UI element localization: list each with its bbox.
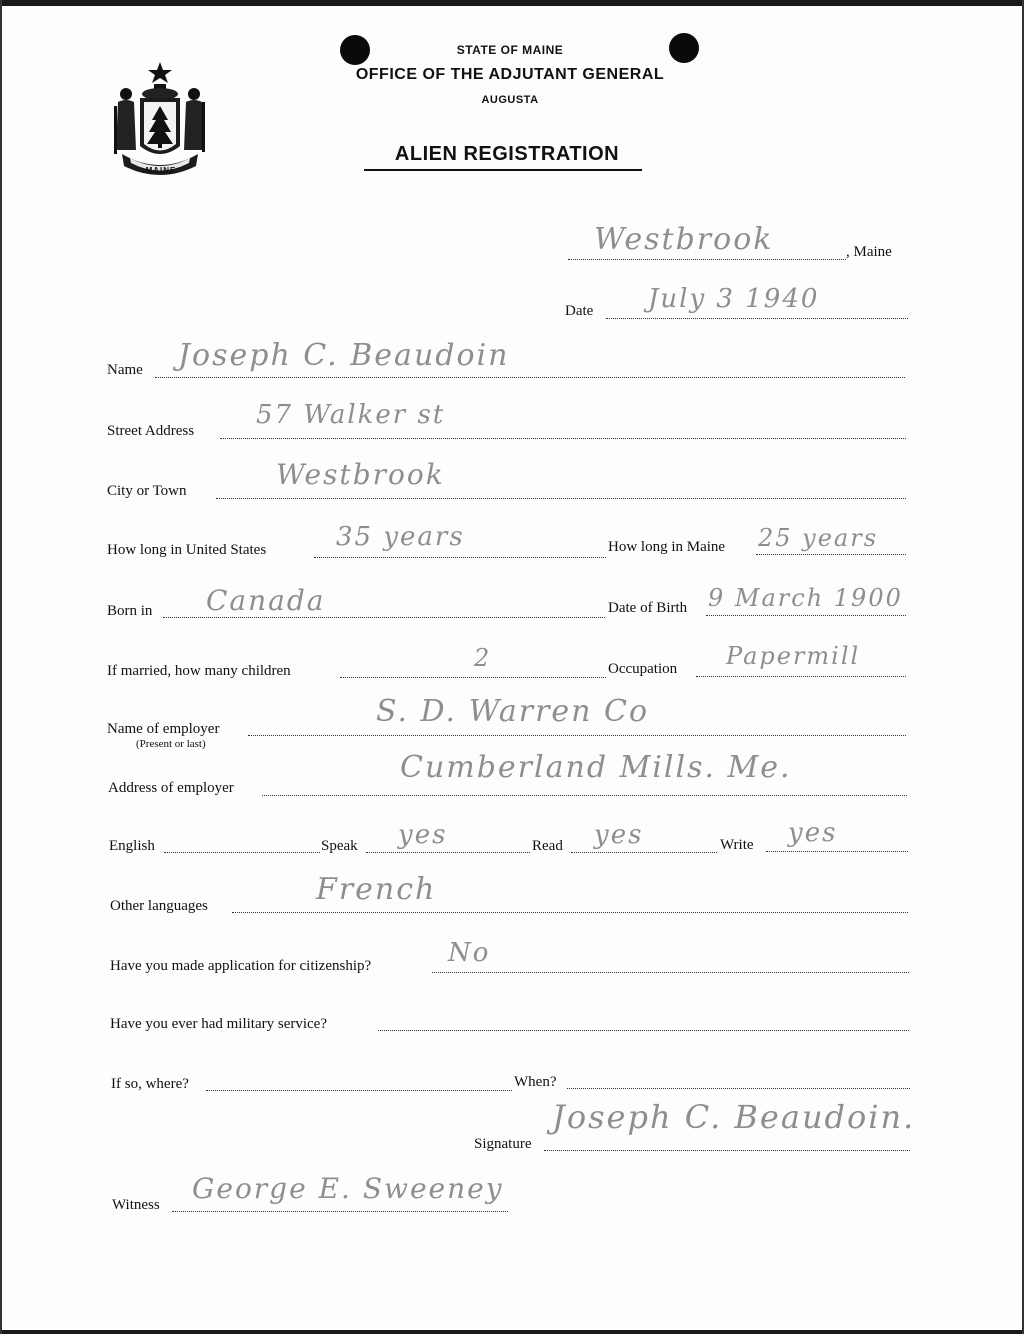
citizenship-dotted-line xyxy=(432,972,909,973)
born-label: Born in xyxy=(107,603,153,619)
form-title: ALIEN REGISTRATION xyxy=(394,143,620,165)
write-dotted-line xyxy=(766,851,908,852)
street-handwritten: 57 Walker st xyxy=(256,400,446,430)
city-handwritten: Westbrook xyxy=(276,458,445,491)
employer-address-dotted-line xyxy=(262,795,907,796)
employer-address-handwritten: Cumberland Mills. Me. xyxy=(400,750,792,785)
signature-handwritten: Joseph C. Beaudoin. xyxy=(552,1098,916,1136)
occupation-dotted-line xyxy=(696,676,906,677)
employer-address-label: Address of employer xyxy=(108,780,234,796)
maine-duration-handwritten: 25 years xyxy=(758,524,879,552)
us-duration-label: How long in United States xyxy=(107,542,267,558)
employer-handwritten: S. D. Warren Co xyxy=(376,694,650,729)
read-handwritten: yes xyxy=(594,820,644,850)
name-handwritten: Joseph C. Beaudoin xyxy=(178,338,510,373)
town-dotted-line xyxy=(568,259,846,260)
date-dotted-line xyxy=(606,318,908,319)
name-label: Name xyxy=(107,362,143,378)
scan-border-left xyxy=(0,0,2,1334)
occupation-handwritten: Papermill xyxy=(726,642,861,670)
us-duration-handwritten: 35 years xyxy=(336,522,465,552)
born-dotted-line xyxy=(163,617,605,618)
maine-label: , Maine xyxy=(846,244,892,260)
speak-dotted-line xyxy=(366,852,530,853)
scan-border-bottom xyxy=(0,1330,1024,1334)
where-dotted-line xyxy=(206,1090,512,1091)
other-languages-label: Other languages xyxy=(110,898,208,914)
street-label: Street Address xyxy=(107,423,195,439)
witness-dotted-line xyxy=(172,1211,508,1212)
punch-hole-left xyxy=(340,35,370,65)
when-label: When? xyxy=(514,1074,557,1090)
witness-handwritten: George E. Sweeney xyxy=(192,1172,504,1205)
street-dotted-line xyxy=(220,438,906,439)
maine-duration-label: How long in Maine xyxy=(608,539,726,555)
english-label: English xyxy=(109,838,155,854)
maine-duration-dotted-line xyxy=(756,554,906,555)
speak-label: Speak xyxy=(321,838,358,854)
military-label: Have you ever had military service? xyxy=(110,1016,327,1032)
born-handwritten: Canada xyxy=(206,584,326,617)
date-label: Date xyxy=(565,303,594,319)
citizenship-handwritten: No xyxy=(448,938,491,968)
punch-hole-right xyxy=(669,33,699,63)
read-label: Read xyxy=(532,838,563,854)
children-handwritten: 2 xyxy=(474,644,492,672)
occupation-label: Occupation xyxy=(608,661,678,677)
speak-handwritten: yes xyxy=(398,820,448,850)
military-dotted-line xyxy=(378,1030,909,1031)
city-dotted-line xyxy=(216,498,906,499)
when-dotted-line xyxy=(567,1088,910,1089)
english-dotted-line xyxy=(164,852,320,853)
citizenship-label: Have you made application for citizenship? xyxy=(110,958,372,974)
write-handwritten: yes xyxy=(788,818,838,848)
dob-label: Date of Birth xyxy=(608,600,688,616)
us-duration-dotted-line xyxy=(314,557,606,558)
employer-sublabel: (Present or last) xyxy=(136,738,206,750)
other-languages-dotted-line xyxy=(232,912,908,913)
employer-dotted-line xyxy=(248,735,906,736)
dob-dotted-line xyxy=(706,615,906,616)
town-handwritten: Westbrook xyxy=(594,222,774,257)
children-dotted-line xyxy=(340,677,606,678)
where-label: If so, where? xyxy=(111,1076,189,1092)
seal-banner-text: MAINE xyxy=(145,166,177,175)
witness-label: Witness xyxy=(112,1197,160,1213)
title-underline xyxy=(364,169,642,171)
state-heading: STATE OF MAINE xyxy=(456,43,564,57)
dob-handwritten: 9 March 1900 xyxy=(708,584,903,612)
office-heading: OFFICE OF THE ADJUTANT GENERAL xyxy=(355,66,665,83)
city-heading: AUGUSTA xyxy=(481,94,539,106)
scan-border-top xyxy=(0,0,1024,6)
name-dotted-line xyxy=(155,377,905,378)
date-handwritten: July 3 1940 xyxy=(648,284,820,314)
other-languages-handwritten: French xyxy=(316,872,437,907)
city-label: City or Town xyxy=(107,483,187,499)
write-label: Write xyxy=(720,837,754,853)
signature-label: Signature xyxy=(474,1136,532,1152)
employer-label: Name of employer xyxy=(107,721,220,737)
read-dotted-line xyxy=(571,852,717,853)
signature-dotted-line xyxy=(544,1150,910,1151)
children-label: If married, how many children xyxy=(107,663,291,679)
